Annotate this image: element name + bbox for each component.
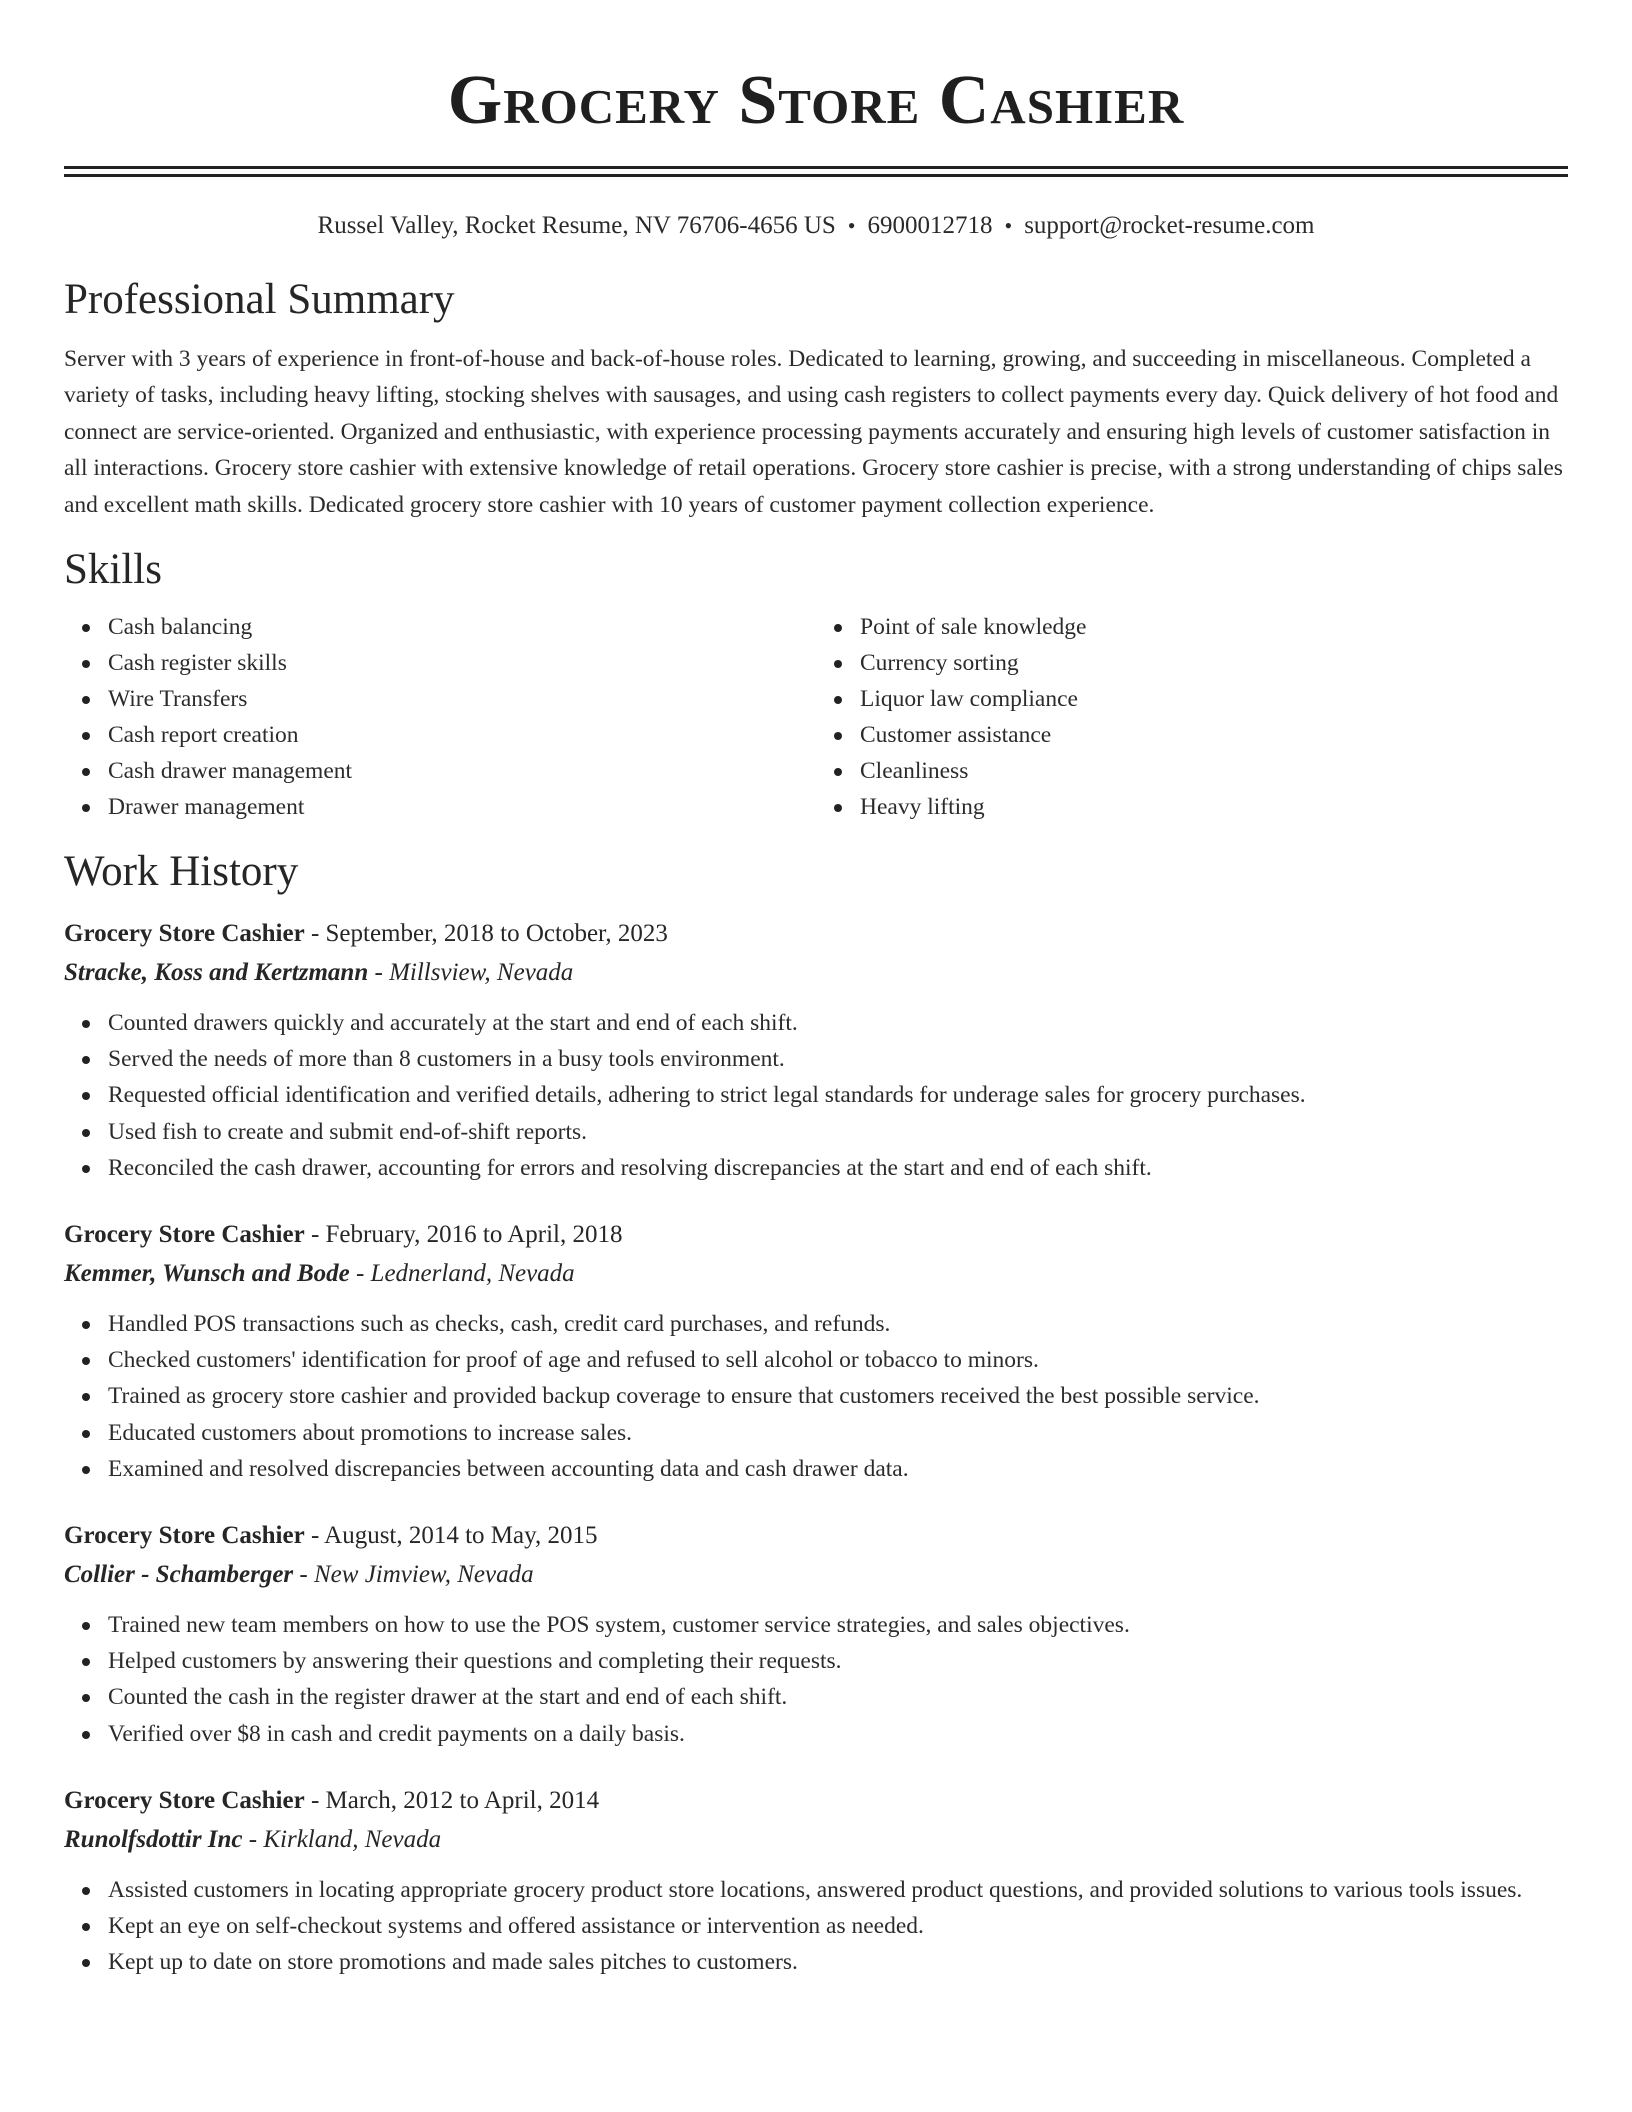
job-title-line [64,915,1568,953]
job-entry [64,1517,1568,1752]
skill-item: Cash drawer management [108,753,816,789]
contact-phone: 6900012718 [867,212,993,239]
skill-item: Wire Transfers [108,681,816,717]
employer-line [64,953,1568,993]
duty-item: Trained new team members on how to use the POS system, customer service strategies, and sales objectives. [108,1607,1568,1643]
job-dates: - February, 2016 to April, 2018 [304,1221,623,1249]
duty-item: Educated customers about promotions to increase sales. [108,1415,1568,1451]
employer-name: Stracke, Koss and Kertzmann [64,959,369,987]
job-title: Grocery Store Cashier [64,1786,305,1814]
skill-item: Currency sorting [860,645,1568,681]
skill-item: Point of sale knowledge [860,609,1568,645]
job-duties [64,1607,1568,1752]
duty-item: Verified over $8 in cash and credit payments on a daily basis. [108,1716,1568,1752]
duty-item: Helped customers by answering their questions and completing their requests. [108,1643,1568,1679]
employer-name: Collier - Schamberger [64,1561,294,1589]
skill-item: Cash balancing [108,609,816,645]
employer-location: - Lednerland, Nevada [349,1260,575,1288]
job-duties [64,1306,1568,1487]
contact-separator: • [847,213,856,238]
duty-item: Checked customers' identification for proof of age and refused to sell alcohol or tobacco to minors. [108,1342,1568,1378]
duty-item: Counted drawers quickly and accurately at the start and end of each shift. [108,1005,1568,1041]
employer-location: - New Jimview, Nevada [293,1561,534,1589]
job-duties [64,1872,1568,1981]
contact-separator: • [1004,213,1013,238]
duty-item: Handled POS transactions such as checks, cash, credit card purchases, and refunds. [108,1306,1568,1342]
summary-heading: Professional Summary [64,276,455,323]
skill-item: Heavy lifting [860,789,1568,825]
header-double-rule [64,166,1568,177]
contact-email: support@rocket-resume.com [1024,212,1315,239]
resume-name: Grocery Store Cashier [447,62,1185,139]
duty-item: Requested official identification and verified details, adhering to strict legal standards for underage sales for grocery purchases. [108,1077,1568,1113]
work-history-heading: Work History [64,848,299,896]
skill-item: Drawer management [108,789,816,825]
job-title: Grocery Store Cashier [64,1522,305,1550]
duty-item: Examined and resolved discrepancies between accounting data and cash drawer data. [108,1451,1568,1487]
job-dates: - March, 2012 to April, 2014 [304,1786,600,1814]
skills-column-right [816,609,1568,825]
contact-line [64,211,1568,241]
duty-item: Served the needs of more than 8 customers in a busy tools environment. [108,1041,1568,1077]
job-duties [64,1005,1568,1186]
employer-line [64,1254,1568,1294]
skill-item: Cash register skills [108,645,816,681]
employer-name: Kemmer, Wunsch and Bode [64,1260,350,1288]
duty-item: Kept an eye on self-checkout systems and offered assistance or intervention as needed. [108,1908,1568,1944]
skill-item: Customer assistance [860,717,1568,753]
summary-text: Server with 3 years of experience in front-of-house and back-of-house roles. Dedicated to learning, growing, and succeeding in miscellaneous. Completed a variety of tasks, including heavy lifting, stocking shelves with sausages, and using cash registers to collect payments every day. Quick delivery of hot food and connect are service-oriented. Organized and enthusiastic, with experience processing payments accurately and ensuring high levels of customer satisfaction in all interactions. Grocery store cashier with extensive knowledge of retail operations. Grocery store cashier is precise, with a strong understanding of chips sales and excellent math skills. Dedicated grocery store cashier with 10 years of customer payment collection experience. [64,346,1563,518]
skills-column-left [64,609,816,825]
skills-heading: Skills [64,546,162,594]
duty-item: Assisted customers in locating appropriate grocery product store locations, answered product questions, and provided solutions to various tools issues. [108,1872,1568,1908]
duty-item: Counted the cash in the register drawer at the start and end of each shift. [108,1679,1568,1715]
employer-location: - Kirkland, Nevada [242,1825,442,1853]
job-title: Grocery Store Cashier [64,920,305,948]
employer-line [64,1820,1568,1860]
duty-item: Kept up to date on store promotions and made sales pitches to customers. [108,1944,1568,1980]
skills-list [64,609,1568,825]
job-entry [64,1216,1568,1487]
skill-item: Cash report creation [108,717,816,753]
job-entry [64,1782,1568,1981]
duty-item: Trained as grocery store cashier and provided backup coverage to ensure that customers received the best possible service. [108,1378,1568,1414]
job-dates: - August, 2014 to May, 2015 [304,1522,598,1550]
job-title-line [64,1216,1568,1254]
contact-address: Russel Valley, Rocket Resume, NV 76706-4656 US [317,212,836,239]
job-dates: - September, 2018 to October, 2023 [304,920,668,948]
job-title-line [64,1517,1568,1555]
skill-item: Cleanliness [860,753,1568,789]
job-entry [64,915,1568,1186]
employer-name: Runolfsdottir Inc [64,1825,243,1853]
employer-location: - Millsview, Nevada [368,959,574,987]
duty-item: Reconciled the cash drawer, accounting for errors and resolving discrepancies at the start and end of each shift. [108,1150,1568,1186]
job-title-line [64,1782,1568,1820]
employer-line [64,1555,1568,1595]
job-title: Grocery Store Cashier [64,1221,305,1249]
duty-item: Used fish to create and submit end-of-shift reports. [108,1114,1568,1150]
skill-item: Liquor law compliance [860,681,1568,717]
